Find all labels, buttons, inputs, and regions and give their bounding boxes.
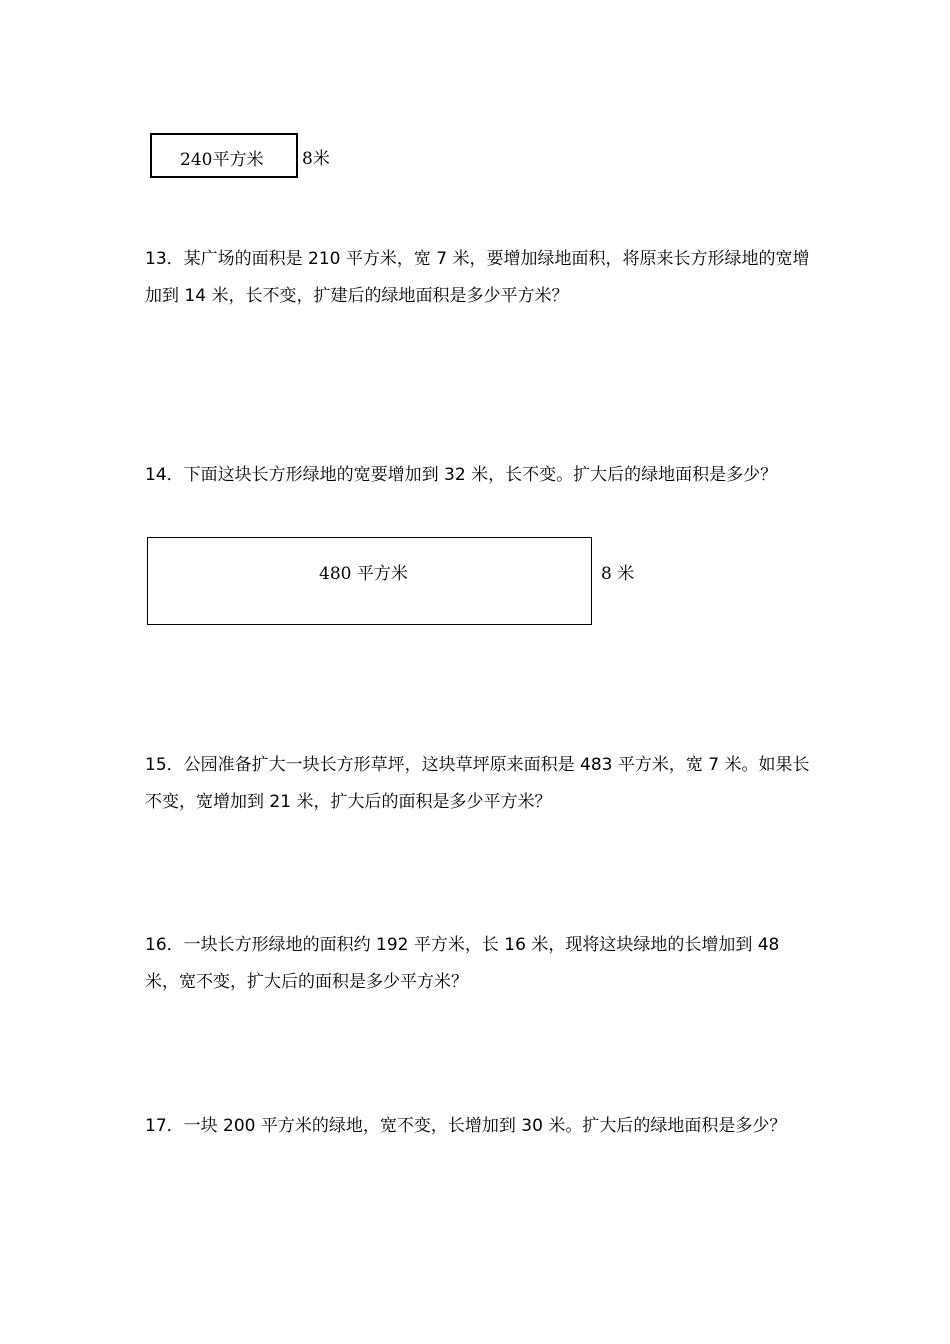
rectangle-figure-q14 xyxy=(147,537,592,625)
area-label: 240平方米 xyxy=(180,150,264,170)
side-label-q14: 8 米 xyxy=(601,564,635,584)
rectangle-figure-top xyxy=(150,133,298,178)
area-label-q14: 480 平方米 xyxy=(319,564,408,584)
question-14: 14．下面这块长方形绿地的宽要增加到 32 米，长不变。扩大后的绿地面积是多少？ xyxy=(145,465,778,485)
question-15: 15．公园准备扩大一块长方形草坪，这块草坪原来面积是 483 平方米，宽 7 米。如果长不变，宽增加到 21 米，扩大后的面积是多少平方米？ xyxy=(145,755,810,812)
question-16: 16．一块长方形绿地的面积约 192 平方米，长 16 米，现将这块绿地的长增加到 48 米，宽不变，扩大后的面积是多少平方米？ xyxy=(145,935,780,992)
question-13: 13．某广场的面积是 210 平方米，宽 7 米，要增加绿地面积，将原来长方形绿地的宽增加到 14 米，长不变，扩建后的绿地面积是多少平方米？ xyxy=(145,249,810,306)
side-label: 8米 xyxy=(302,149,330,169)
question-17: 17．一块 200 平方米的绿地，宽不变，长增加到 30 米。扩大后的绿地面积是多少？ xyxy=(145,1116,787,1136)
